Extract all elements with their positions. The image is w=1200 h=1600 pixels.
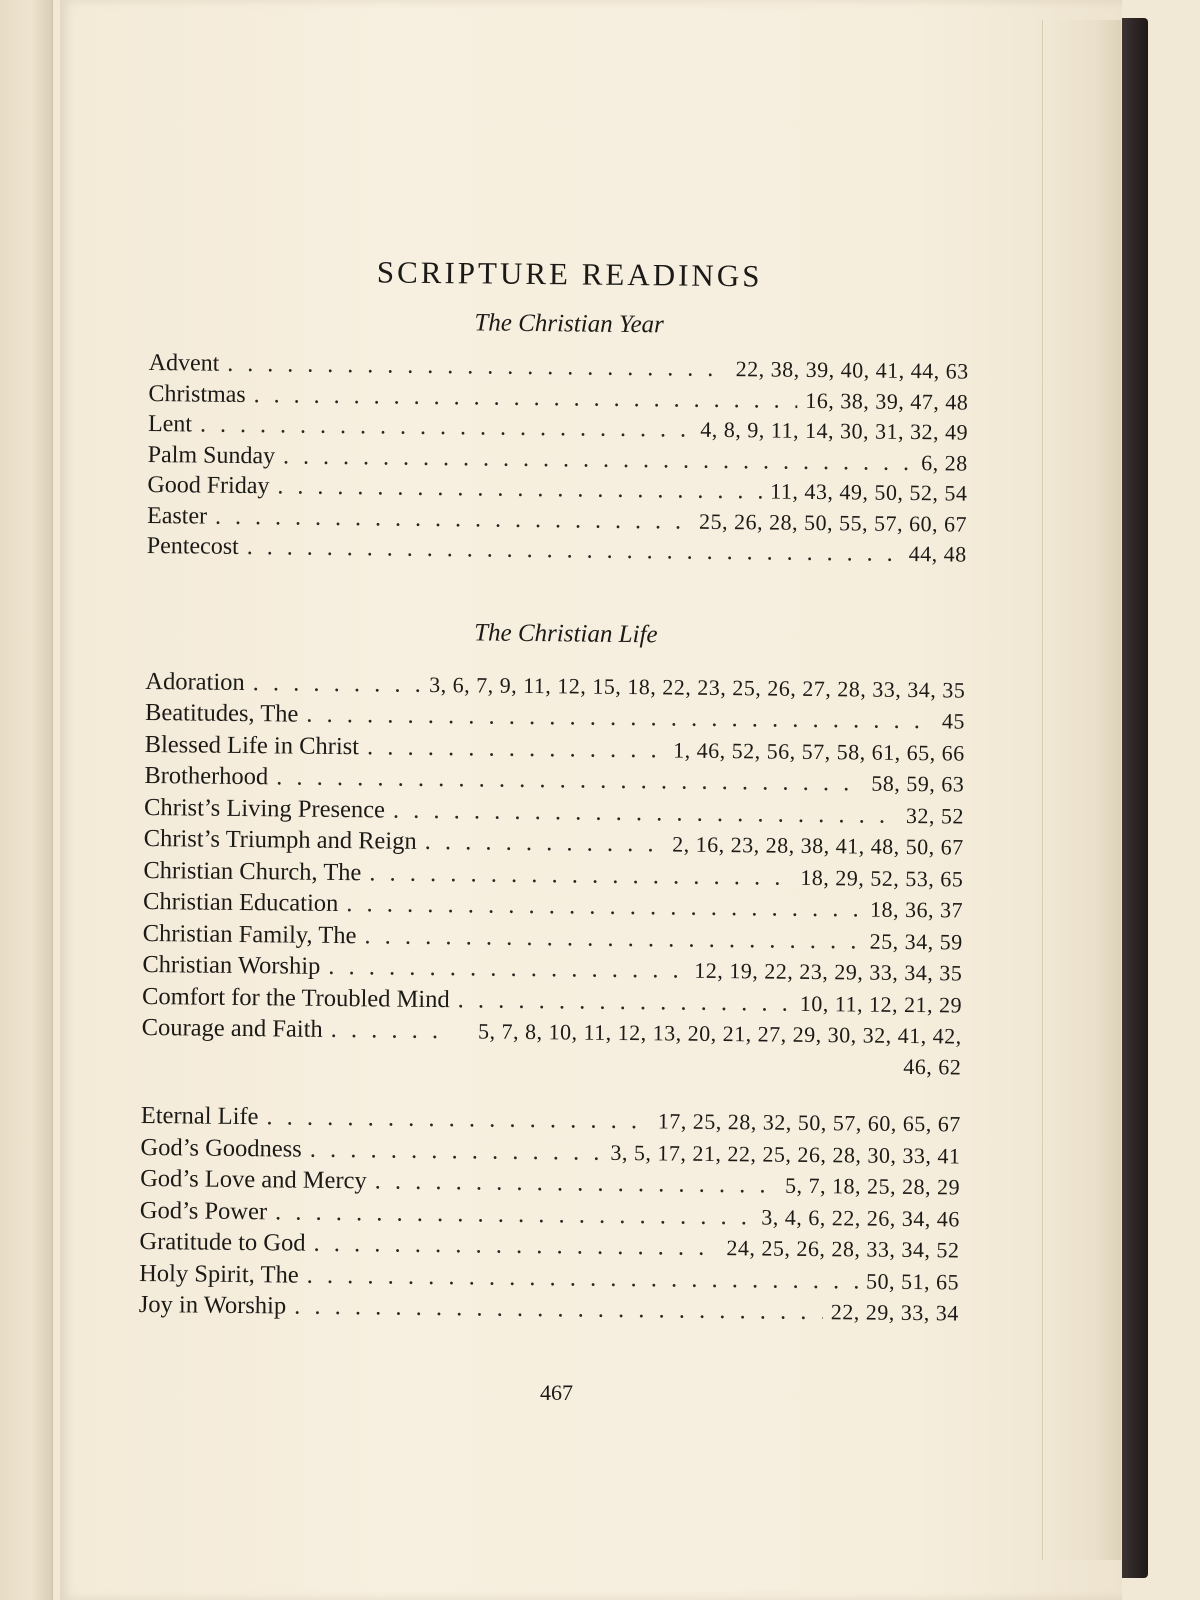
entry-topic: Easter bbox=[146, 502, 208, 530]
leader-dots bbox=[375, 1165, 778, 1201]
entry-topic: Pentecost bbox=[146, 532, 239, 560]
entry-refs: 45 bbox=[941, 708, 966, 734]
entry-topic: Blessed Life in Christ bbox=[144, 730, 360, 760]
page-number: 467 bbox=[540, 1380, 573, 1405]
page-stack-edge bbox=[1042, 20, 1121, 1560]
section-christian-year bbox=[147, 306, 970, 570]
leader-dots bbox=[367, 731, 665, 766]
entry-refs: 32, 52 bbox=[905, 802, 965, 829]
entry-topic: Christ’s Triumph and Reign bbox=[143, 824, 417, 855]
entry-refs: 24, 25, 26, 28, 33, 34, 52 bbox=[726, 1235, 960, 1263]
entry-topic: Eternal Life bbox=[140, 1101, 259, 1131]
leader-dots bbox=[215, 502, 691, 536]
entry-refs: 44, 48 bbox=[908, 540, 967, 567]
facing-page-edge bbox=[0, 0, 53, 1600]
entry-topic: Adoration bbox=[145, 667, 245, 696]
entry-refs: 2, 16, 23, 28, 38, 41, 48, 50, 67 bbox=[672, 831, 964, 860]
entry-topic: Christian Family, The bbox=[142, 919, 357, 949]
entry-topic: Christmas bbox=[148, 380, 246, 408]
entry-refs: 12, 19, 22, 23, 29, 33, 34, 35 bbox=[694, 957, 963, 986]
entry-refs: 3, 4, 6, 22, 26, 34, 46 bbox=[761, 1203, 960, 1232]
entry-topic: Palm Sunday bbox=[147, 441, 276, 469]
section-christian-life bbox=[139, 615, 966, 1329]
leader-dots bbox=[310, 1133, 603, 1168]
leader-dots bbox=[227, 350, 728, 385]
leader-dots bbox=[294, 1291, 823, 1328]
leader-dots bbox=[313, 1228, 718, 1264]
leader-dots bbox=[393, 794, 898, 831]
entry-refs: 58, 59, 63 bbox=[871, 770, 965, 797]
leader-dots bbox=[266, 1101, 650, 1137]
entry-refs: 25, 26, 28, 50, 55, 57, 60, 67 bbox=[698, 508, 968, 537]
leader-dots bbox=[364, 920, 862, 957]
entry-refs: 3, 5, 17, 21, 22, 25, 26, 28, 30, 33, 41 bbox=[610, 1139, 961, 1169]
entry-topic: Christian Church, The bbox=[143, 856, 362, 886]
entry-topic: Christ’s Living Presence bbox=[143, 793, 386, 823]
entry-topic: Christian Worship bbox=[142, 950, 321, 980]
leader-dots bbox=[200, 411, 693, 446]
section-heading: The Christian Year bbox=[474, 309, 664, 339]
leader-dots bbox=[369, 857, 792, 893]
entry-refs: 5, 7, 18, 25, 28, 29 bbox=[785, 1172, 961, 1200]
entry-topic: Good Friday bbox=[147, 471, 270, 500]
entry-refs: 3, 6, 7, 9, 11, 12, 15, 18, 22, 23, 25, 26, 27, 28, 33, 34, 35 bbox=[429, 671, 966, 703]
entry-refs: 5, 7, 8, 10, 11, 12, 13, 20, 21, 27, 29, 30, 32, 41, 42, 46, 62 bbox=[477, 1018, 962, 1080]
leader-dots bbox=[275, 1196, 754, 1233]
page-title: SCRIPTURE READINGS bbox=[376, 254, 763, 294]
entry-refs: 17, 25, 28, 32, 50, 57, 60, 65, 67 bbox=[657, 1108, 961, 1137]
leader-dots bbox=[277, 472, 762, 507]
entry-topic: Beatitudes, The bbox=[144, 698, 299, 728]
entry-topic: Christian Education bbox=[142, 887, 339, 918]
leader-dots bbox=[458, 984, 792, 1019]
entry-refs: 11, 43, 49, 50, 52, 54 bbox=[770, 478, 968, 506]
leader-dots bbox=[425, 826, 665, 860]
leader-dots bbox=[253, 667, 422, 700]
entry-refs: 50, 51, 65 bbox=[866, 1268, 960, 1295]
entry-topic: Comfort for the Troubled Mind bbox=[141, 982, 450, 1013]
book-cover-edge bbox=[1122, 18, 1148, 1578]
entry-refs: 18, 36, 37 bbox=[869, 896, 964, 923]
entry-topic: God’s Power bbox=[139, 1196, 268, 1225]
entry-topic: Brotherhood bbox=[144, 761, 269, 791]
entry-refs: 22, 38, 39, 40, 41, 44, 63 bbox=[735, 356, 969, 384]
entry-topic: Joy in Worship bbox=[138, 1290, 287, 1320]
section-heading: The Christian Life bbox=[474, 618, 658, 648]
entry-topic: Lent bbox=[147, 410, 193, 438]
entry-refs: 6, 28 bbox=[921, 449, 968, 476]
entry-refs: 18, 29, 52, 53, 65 bbox=[800, 864, 964, 892]
entry-topic: Gratitude to God bbox=[139, 1227, 306, 1257]
entry-topic: Courage and Faith bbox=[141, 1013, 323, 1043]
entry-topic: Holy Spirit, The bbox=[139, 1259, 299, 1289]
entry-topic: God’s Love and Mercy bbox=[140, 1164, 367, 1195]
entry-refs: 4, 8, 9, 11, 14, 30, 31, 32, 49 bbox=[700, 416, 969, 445]
entry-refs: 16, 38, 39, 47, 48 bbox=[805, 387, 969, 415]
entry-topic: God’s Goodness bbox=[140, 1133, 302, 1163]
entry-refs: 1, 46, 52, 56, 57, 58, 61, 65, 66 bbox=[673, 737, 965, 766]
entry-refs: 10, 11, 12, 21, 29 bbox=[799, 990, 963, 1018]
leader-dots bbox=[331, 1014, 454, 1047]
index-entry bbox=[141, 1012, 962, 1083]
leader-dots bbox=[247, 533, 901, 569]
leader-dots bbox=[328, 951, 686, 986]
entry-refs: 25, 34, 59 bbox=[869, 928, 963, 955]
leader-dots bbox=[254, 381, 798, 416]
index-content bbox=[139, 240, 970, 1329]
entry-topic: Advent bbox=[148, 349, 220, 377]
entry-refs: 22, 29, 33, 34 bbox=[830, 1299, 959, 1326]
